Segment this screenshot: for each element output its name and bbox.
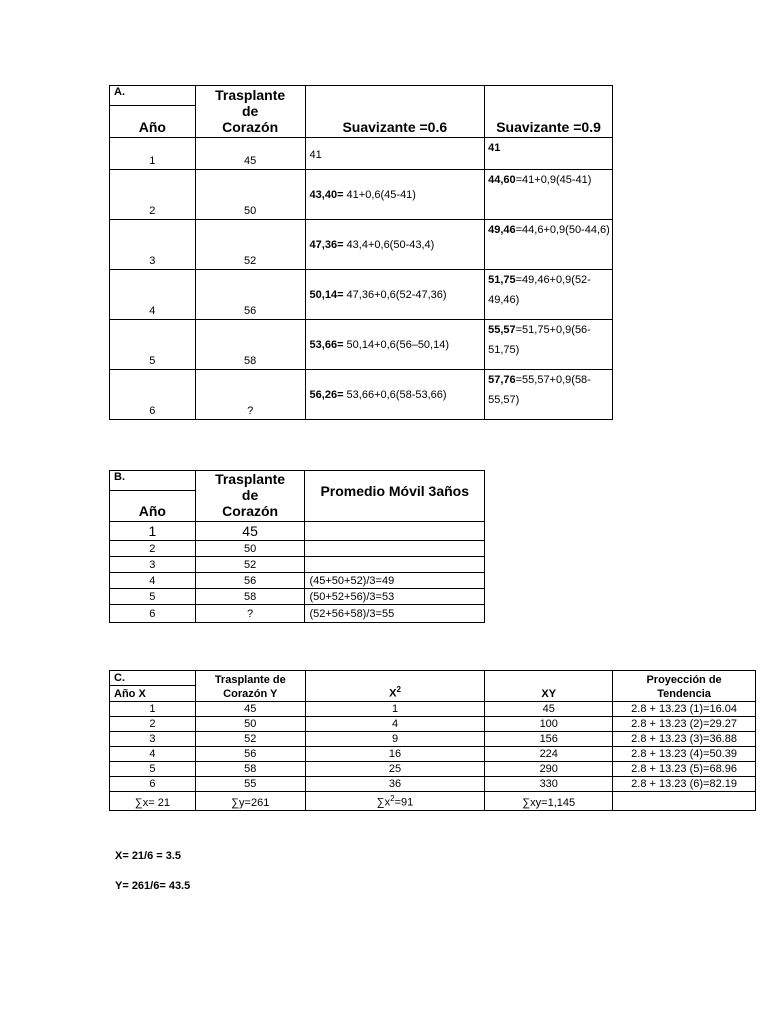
table-row: 3 52 — [110, 557, 485, 573]
table-row: 2 50 43,40= 41+0,6(45-41) 44,60=41+0,9(45-41) — [110, 170, 613, 220]
table-a-year-header: Año — [110, 106, 196, 138]
table-row: 1 45 1 45 2.8 + 13.23 (1)=16.04 — [110, 702, 756, 717]
table-a-s06-header: Suavizante =0.6 — [305, 86, 485, 138]
table-smoothing — [109, 85, 613, 420]
table-b-label: B. — [110, 471, 196, 491]
table-row: 3 52 47,36= 43,4+0,6(50-43,4) 49,46=44,6+0,9(50-44,6) — [110, 220, 613, 270]
table-row: 5 58 53,66= 50,14+0,6(56–50,14) 55,57=51,75+0,9(56-51,75) — [110, 320, 613, 370]
mean-x-note: X= 21/6 = 3.5 — [115, 850, 182, 862]
table-row: 5 58 25 290 2.8 + 13.23 (5)=68.96 — [110, 762, 756, 777]
table-row: 4 56 50,14= 47,36+0,6(52-47,36) 51,75=49,46+0,9(52-49,46) — [110, 270, 613, 320]
table-totals-row: ∑x= 21 ∑y=261 $\sum x^2=91$ ∑xy=1,145 — [110, 792, 756, 811]
table-moving-average — [109, 470, 485, 623]
table-row: 6 ? (52+56+58)/3=55 — [110, 605, 485, 623]
table-row: 1 45 41 41 — [110, 138, 613, 170]
table-a-s09-header: Suavizante =0.9 — [485, 86, 613, 138]
table-b-year-header: Año — [110, 491, 196, 522]
table-row: 2 50 4 100 2.8 + 13.23 (2)=29.27 — [110, 717, 756, 732]
table-c-transplant-header: Trasplante de Corazón Y — [195, 671, 305, 702]
table-trend-projection — [109, 670, 756, 811]
table-row: 6 55 36 330 2.8 + 13.23 (6)=82.19 — [110, 777, 756, 792]
table-row: 6 ? 56,26= 53,66+0,6(58-53,66) 57,76=55,57+0,9(58-55,57) — [110, 370, 613, 420]
table-b-moving-header: Promedio Móvil 3años — [305, 471, 485, 522]
table-row: 4 56 (45+50+52)/3=49 — [110, 573, 485, 589]
table-row: 1 45 — [110, 522, 485, 541]
table-c-label: C. — [110, 671, 196, 686]
table-a-transplant-header: Trasplante de Corazón — [195, 86, 305, 138]
table-row: 3 52 9 156 2.8 + 13.23 (3)=36.88 — [110, 732, 756, 747]
table-c-year-header: Año X — [110, 686, 196, 702]
table-c-x2-header: $X^2$ — [305, 671, 485, 702]
table-row: 2 50 — [110, 541, 485, 557]
table-b-transplant-header: Trasplante de Corazón — [195, 471, 305, 522]
table-row: 5 58 (50+52+56)/3=53 — [110, 589, 485, 605]
table-row: 4 56 16 224 2.8 + 13.23 (4)=50.39 — [110, 747, 756, 762]
table-c-xy-header: XY — [485, 671, 613, 702]
table-c-proj-header: Proyección de Tendencia — [613, 671, 756, 702]
table-a-label: A. — [110, 86, 196, 106]
mean-y-note: Y= 261/6= 43.5 — [115, 880, 191, 892]
